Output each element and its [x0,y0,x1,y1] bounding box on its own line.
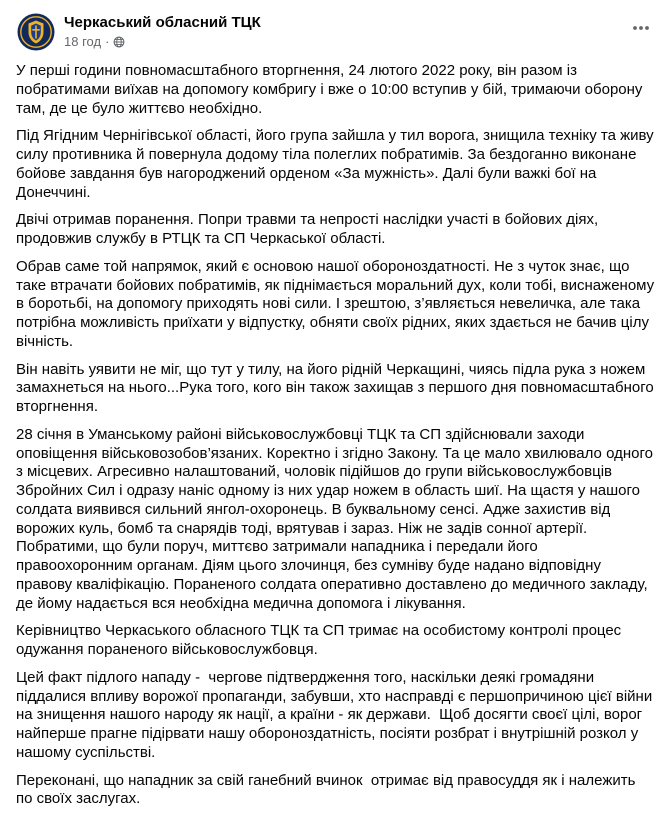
post-paragraph: Цей факт підлого нападу - чергове підтвердження того, наскільки деякі громадяни піддалися впливу ворожої пропаганди, забувши, хто насправді є першопричиною цієї війни на знищення нашого народу як нації, а країни - як держави. Щоб досягти своєї цілі, ворог найперше прагне підірвати нашу обороноздатність, посіяти розбрат і внутрішній розкол у нашому суспільстві. [16,668,657,761]
header-text [64,12,655,50]
post-meta [64,34,655,50]
globe-icon [113,36,125,48]
post-paragraph: У перші години повномасштабного вторгнення, 24 лютого 2022 року, він разом із побратимами виїхав на допомогу комбригу і вже о 10:00 вступив у бій, тримаючи оборону там, де це було життєво необхідно. [16,62,647,117]
post-paragraph: Він навіть уявити не міг, що тут у тилу, на його рідній Черкащині, чиясь підла рука з ножем замахнеться на нього...Рука того, кого він також захищав з першого дня повномасштабного вторгнення. [16,360,658,415]
post-paragraph: Керівництво Черкаського обласного ТЦК та СП тримає на особистому контролі процес одужання пораненого військовослужбовця. [16,622,626,658]
page-avatar[interactable] [16,12,56,52]
post-header [0,0,671,54]
military-crest-icon [16,12,56,52]
post-paragraph: 28 січня в Уманському районі військовослужбовці ТЦК та СП здійснювали заходи оповіщення військовозобов’язаних. Коректно і згідно Закону. Та це мало хвилювало одного з місцевих. Агресивно налаштований, чоловік підійшов до групи військовослужбовців Збройних Сил і одразу наніс одному із них удар ножем в область шиї. На щастя у нашого солдата виявився сильний янгол-охоронець. В буквальному сенсі. Адже захистив від ворожих куль, бомб та снарядів тоді, врятував і зараз. Ніж не задів сонної артерії. Побратими, що були поруч, миттєво затримали нападника і передали його правоохоронним органам. Діям цього злочинця, без сумніву буде надано відповідну правову кваліфікацію. Пораненого солдата оперативно доставлено до медичного закладу, де йому надається вся необхідна медична допомога і лікування. [16,425,658,612]
post-paragraph: Переконані, що нападник за свій ганебний вчинок отримає від правосуддя як і належить по своїх заслугах. [16,771,640,808]
post-text [0,54,671,823]
meta-separator: · [105,34,110,49]
post-paragraph: Обрав саме той напрямок, який є основою нашої обороноздатності. Не з чуток знає, що таке втрачати бойових побратимів, як піднімається моральний дух, коли тобі, виснаженому в боротьбі, на допомогу приходять нові сили. І зрештою, з’являється невеличка, але така потрібна можливість приїхати у відпустку, обняти своїх рідних, яких здається не бачив цілу вічність. [16,257,659,350]
post-paragraph: Під Ягідним Чернігівської області, його група зайшла у тил ворога, знищила техніку та живу силу противника й повернула додому тіла полеглих побратимів. За бездоганно виконане бойове завдання був нагороджений орденом «За мужність». Далі були важкі бої на Донеччині. [16,127,658,201]
more-options-button[interactable] [625,12,657,44]
more-options-icon [631,18,651,38]
page-name-link[interactable]: Черкаський обласний ТЦК [64,14,261,31]
post-timestamp[interactable]: 18 год [64,34,102,49]
post-paragraph: Двічі отримав поранення. Попри травми та непрості наслідки участі в бойових діях, продовжив службу в РТЦК та СП Черкаської області. [16,211,603,247]
